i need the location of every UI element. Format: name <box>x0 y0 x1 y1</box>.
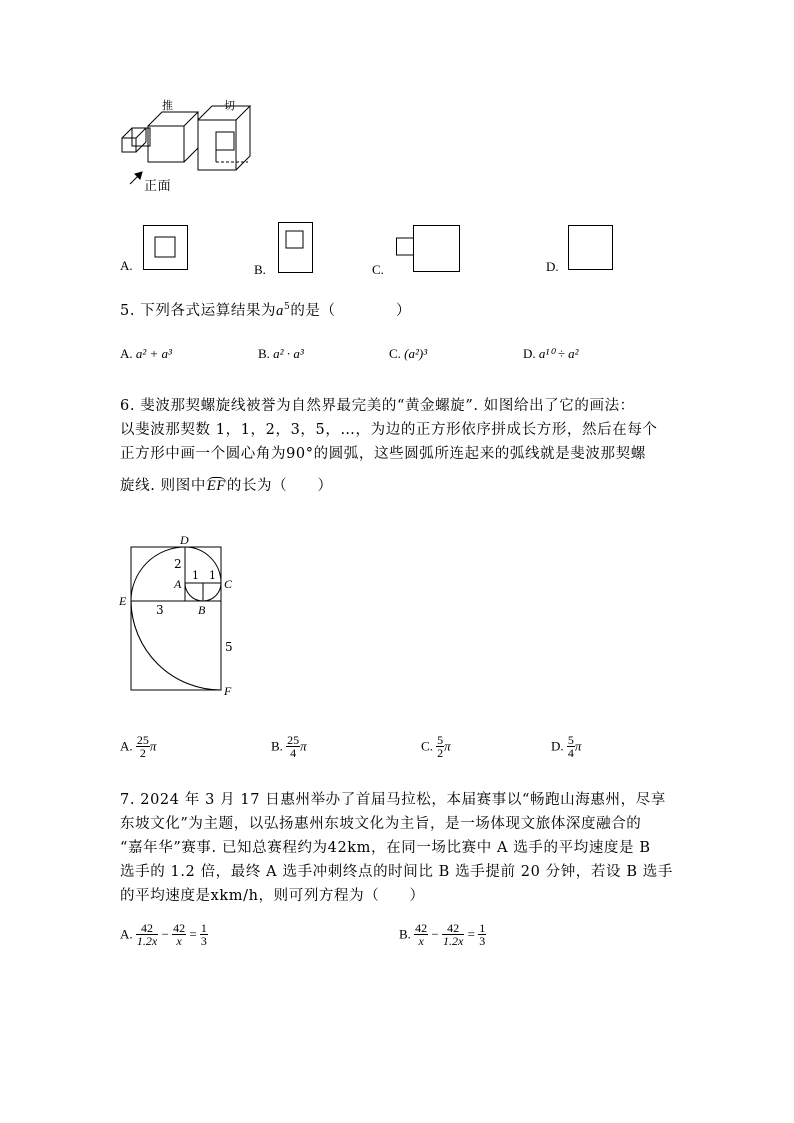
q6-option-c-label: C. <box>421 738 433 754</box>
q6-option-a-den: 2 <box>139 746 146 760</box>
q6-label-d: D <box>180 533 189 547</box>
q7-option-a-frac2 <box>172 922 186 947</box>
q6-label-e: E <box>119 594 127 608</box>
q5-option-a-expr: a² + a³ <box>135 346 172 361</box>
q5-option-c-label: C. <box>389 346 401 361</box>
q4-option-b-figure[interactable] <box>278 222 314 274</box>
q7-option-b-label: B. <box>399 926 411 942</box>
q6-label-3: 3 <box>156 603 164 617</box>
q7-option-b[interactable] <box>399 922 486 947</box>
q6-label-b: B <box>198 603 206 617</box>
q6-label-c: C <box>224 577 233 591</box>
q7-option-a-frac3 <box>200 922 208 947</box>
q6-arc-c <box>203 583 221 601</box>
q5-stem-base: a <box>276 303 285 319</box>
q7-line2: 东坡文化”为主题，以弘扬惠州东坡文化为主旨，是一场体现文旅体深度融合的 <box>120 816 642 832</box>
q6-option-a-frac <box>136 734 150 759</box>
q7-option-a-n1: 42 <box>136 922 158 935</box>
q4-cube-figure <box>118 96 278 196</box>
q6-line4 <box>120 474 333 495</box>
q6-label-1b: 1 <box>209 569 216 582</box>
q6-option-b-pi: π <box>300 738 307 754</box>
q6-label-1a: 1 <box>192 569 199 582</box>
q7-option-b-n2: 42 <box>442 922 464 935</box>
q7-option-b-n3: 1 <box>479 921 486 935</box>
q6-arc-ef: EF <box>206 478 226 494</box>
q4-option-d-label[interactable]: D. <box>546 259 559 274</box>
q6-option-c-frac <box>436 734 444 759</box>
q5-option-a-label: A. <box>120 346 133 361</box>
q6-option-d-frac <box>567 734 575 759</box>
q4-label-front: 正面 <box>144 179 172 194</box>
q7-option-a-n2: 42 <box>173 921 186 935</box>
q7-option-a-frac1 <box>136 922 158 947</box>
q6-line3: 正方形中画一个圆心角为90°的圆弧，这些圆弧所连起来的弧线就是斐波那契螺 <box>120 446 646 462</box>
q6-label-5: 5 <box>225 640 233 654</box>
q6-option-b[interactable] <box>271 734 307 759</box>
q7-option-b-d3: 3 <box>479 934 486 948</box>
q7-option-a[interactable] <box>120 922 208 947</box>
q7-option-a-eq: = <box>189 926 197 942</box>
q4-option-b-label[interactable]: B. <box>254 262 266 277</box>
q6-option-d-num: 5 <box>567 733 574 747</box>
q6-option-b-label: B. <box>271 738 283 754</box>
q6-option-c-den: 2 <box>437 746 444 760</box>
q7-option-b-n1: 42 <box>415 921 428 935</box>
q7-option-b-eq: = <box>467 926 475 942</box>
q6-option-b-den: 4 <box>290 746 297 760</box>
q6-line4-prefix: 旋线. 则图中 <box>120 478 206 494</box>
q7-option-b-op: − <box>431 926 439 942</box>
q4-label-cut: 切 <box>224 99 235 112</box>
q7-option-a-d2: x <box>176 934 182 948</box>
q5-stem-prefix: 5. 下列各式运算结果为 <box>120 303 277 319</box>
q7-option-b-frac2 <box>442 922 464 947</box>
q7-line1: 7. 2024 年 3 月 17 日惠州举办了首届马拉松，本届赛事以“畅跑山海惠州，尽享 <box>120 792 666 808</box>
q6-option-c-pi: π <box>444 738 451 754</box>
q7-option-b-d2: 1.2x <box>443 934 464 948</box>
q6-option-c[interactable] <box>421 734 451 759</box>
q5-option-d[interactable] <box>523 346 579 362</box>
q6-option-a[interactable] <box>120 734 156 759</box>
q4-small-cube-front <box>122 138 136 152</box>
q5-option-b-expr: a² · a³ <box>273 346 304 361</box>
q6-arc-ed <box>131 547 185 601</box>
q7-option-a-label: A. <box>120 926 133 942</box>
q6-option-a-pi: π <box>149 738 157 754</box>
q7-line3: “嘉年华”赛事. 已知总赛程约为42km，在同一场比赛中 A 选手的平均速度是 B <box>120 840 651 856</box>
q5-stem-suffix: 的是（ ） <box>290 303 412 319</box>
q6-line1: 6. 斐波那契螺旋线被誉为自然界最完美的“黄金螺旋”. 如图给出了它的画法： <box>120 398 635 414</box>
q6-line4-suffix: 的长为（ ） <box>226 478 333 494</box>
q6-label-a: A <box>174 577 182 591</box>
q7-option-a-n3: 1 <box>200 921 207 935</box>
q6-option-d-den: 4 <box>567 746 574 760</box>
q4-label-push: 推 <box>162 99 173 112</box>
q7-option-b-frac1 <box>414 922 428 947</box>
q7-option-b-d1: x <box>418 934 424 948</box>
q7-option-a-d1: 1.2x <box>136 934 158 948</box>
q5-option-c-expr: (a²)³ <box>404 346 428 361</box>
q5-option-c[interactable] <box>389 346 427 362</box>
q4-small-cube-top <box>122 128 146 138</box>
q7-line5: 的平均速度是xkm/h，则可列方程为（ ） <box>120 888 425 904</box>
q4-option-a-figure[interactable] <box>143 225 189 271</box>
q6-arc-fe <box>131 601 221 690</box>
q4-option-c-label[interactable]: C. <box>372 262 384 277</box>
q6-option-d-label: D. <box>551 738 564 754</box>
q4-option-d-figure[interactable] <box>568 225 614 271</box>
q6-option-c-num: 5 <box>437 733 444 747</box>
q6-label-f: F <box>224 684 232 698</box>
q6-fibonacci-figure <box>118 532 238 692</box>
q6-option-a-label: A. <box>120 738 133 754</box>
q5-stem-exp: 5 <box>284 302 291 313</box>
q4-option-a-label[interactable]: A. <box>120 258 133 273</box>
q6-option-b-num: 25 <box>287 733 300 747</box>
q7-line4: 选手的 1.2 倍，最终 A 选手冲刺终点的时间比 B 选手提前 20 分钟，若设 B 选手 <box>120 864 673 880</box>
q5-option-b[interactable] <box>258 346 304 362</box>
q7-option-a-d3: 3 <box>200 934 207 948</box>
q7-option-b-frac3 <box>478 922 486 947</box>
q7-option-a-op: − <box>161 926 169 942</box>
q5-stem <box>120 299 411 320</box>
q4-big-cube-front <box>148 126 184 162</box>
q6-option-d-pi: π <box>574 738 582 754</box>
q6-label-2: 2 <box>174 557 182 571</box>
q6-option-b-frac <box>286 734 300 759</box>
q5-option-a[interactable] <box>120 346 172 362</box>
q5-option-d-label: D. <box>523 346 536 361</box>
q6-line2: 以斐波那契数 1，1，2，3，5，…，为边的正方形依序拼成长方形，然后在每个 <box>120 422 658 438</box>
q6-option-d[interactable] <box>551 734 581 759</box>
q6-option-a-num: 25 <box>136 733 149 747</box>
q4-option-c-figure[interactable] <box>396 225 462 273</box>
q5-option-b-label: B. <box>258 346 270 361</box>
q5-option-d-expr: a¹⁰ ÷ a² <box>538 346 579 361</box>
